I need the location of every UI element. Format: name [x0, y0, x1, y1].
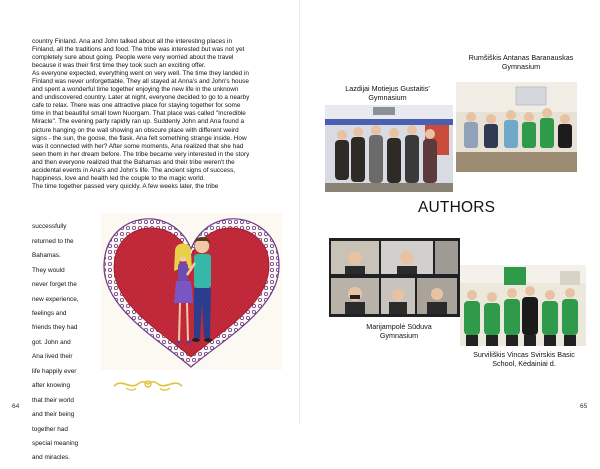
- caption-line: School, Kėdainiai d.: [492, 359, 556, 368]
- story-line: seen them in her dream before. The tribe became very interested in the story: [32, 150, 250, 158]
- story-line: successfully: [32, 223, 67, 231]
- story-line: They would: [32, 266, 65, 274]
- caption-marijampole: [340, 322, 458, 340]
- caption-line: Lazdijai Motiejus Gustaitis': [345, 84, 430, 93]
- story-line: happiness, love and health led the couple to the magic world.: [32, 174, 206, 182]
- caption-line: Surviliškis Vincas Svirskis Basic: [473, 350, 575, 359]
- caption-rumsiskis: [453, 53, 589, 71]
- story-line: The time together passed very quickly. A few weeks later, the tribe: [32, 182, 219, 190]
- story-line: accidental events in Ana's and John's life. The ancient signs of success,: [32, 166, 236, 174]
- story-line: special meaning: [32, 439, 79, 447]
- photo-surviliskis-group: [460, 265, 586, 346]
- caption-lazdijai: [325, 84, 450, 102]
- story-line: never forget the: [32, 281, 77, 289]
- photo-marijampole-video-call: [329, 238, 460, 317]
- caption-surviliskis: [454, 350, 594, 368]
- story-text: [32, 38, 276, 191]
- story-line: because it was their first time they took such an exciting offer.: [32, 62, 206, 70]
- story-line: Bahamas.: [32, 252, 61, 260]
- photo-rumsiskis-group: [456, 82, 577, 172]
- authors-heading: AUTHORS: [418, 199, 496, 216]
- story-line: time in that beautiful small town Nuorgam. That place was called "Incredible: [32, 110, 246, 118]
- heart-illustration: [101, 213, 282, 370]
- story-line: that their world: [32, 396, 74, 404]
- ornament-flourish-icon: [112, 376, 184, 392]
- story-line: got. John and: [32, 338, 71, 346]
- story-line: and miracles.: [32, 454, 71, 462]
- story-line: returned to the: [32, 237, 74, 245]
- story-line: Ana lived their: [32, 353, 73, 361]
- story-line: after knowing: [32, 382, 71, 390]
- caption-line: Rumšiškis Antanas Baranauskas: [468, 53, 574, 62]
- caption-line: Gymnasium: [368, 93, 407, 102]
- story-line: and spent a wonderful time together enjoying the new life in the unknown: [32, 86, 239, 94]
- story-line: country Finland. Ana and John talked about all the interesting places in: [32, 38, 233, 45]
- story-line: completely sure about going. People were very worried about the travel: [32, 54, 234, 62]
- story-line: was it connected with her? After some moments, Ana realized that she had: [32, 142, 244, 150]
- story-line: signs - the sun, the goose, the flask. Ana felt something strange inside. How: [32, 134, 247, 142]
- story-continued-text: [32, 217, 92, 469]
- caption-line: Gymnasium: [501, 62, 541, 71]
- story-line: life happily ever: [32, 367, 77, 375]
- story-line: together had: [32, 425, 68, 433]
- page-number-right: 65: [580, 403, 588, 410]
- story-line: feelings and: [32, 310, 67, 318]
- story-line: and then everyone realized that the Bahamas and their tribe weren't the: [32, 158, 235, 166]
- caption-line: Gymnasium: [379, 331, 419, 340]
- story-line: Finland, all the traditions and food. The tribe was interested but was not yet: [32, 46, 245, 54]
- story-line: and their being: [32, 411, 75, 419]
- story-line: picture hanging on the wall showing an obscure place with different weird: [32, 126, 239, 134]
- story-line: Miracle". The evening party rapidly ran up. Suddenly John and Ana found a: [32, 118, 245, 126]
- story-line: and undiscovered country. Later at night, everyone decided to go to a nearby: [32, 94, 250, 102]
- story-line: cafe to relax. There was one attractive place for staying together for some: [32, 102, 241, 110]
- story-line: As everyone expected, everything went on very well. The time they landed in: [32, 70, 249, 78]
- caption-line: Marijampolė Sūduva: [366, 322, 432, 331]
- story-line: friends they had: [32, 324, 78, 332]
- left-page: [0, 0, 300, 462]
- story-line: new experience,: [32, 295, 79, 303]
- story-line: Finland was never unforgettable. They all stayed at Anna's and John's house: [32, 78, 249, 86]
- photo-lazdijai-group: [325, 105, 453, 192]
- page-number-left: 64: [12, 403, 20, 410]
